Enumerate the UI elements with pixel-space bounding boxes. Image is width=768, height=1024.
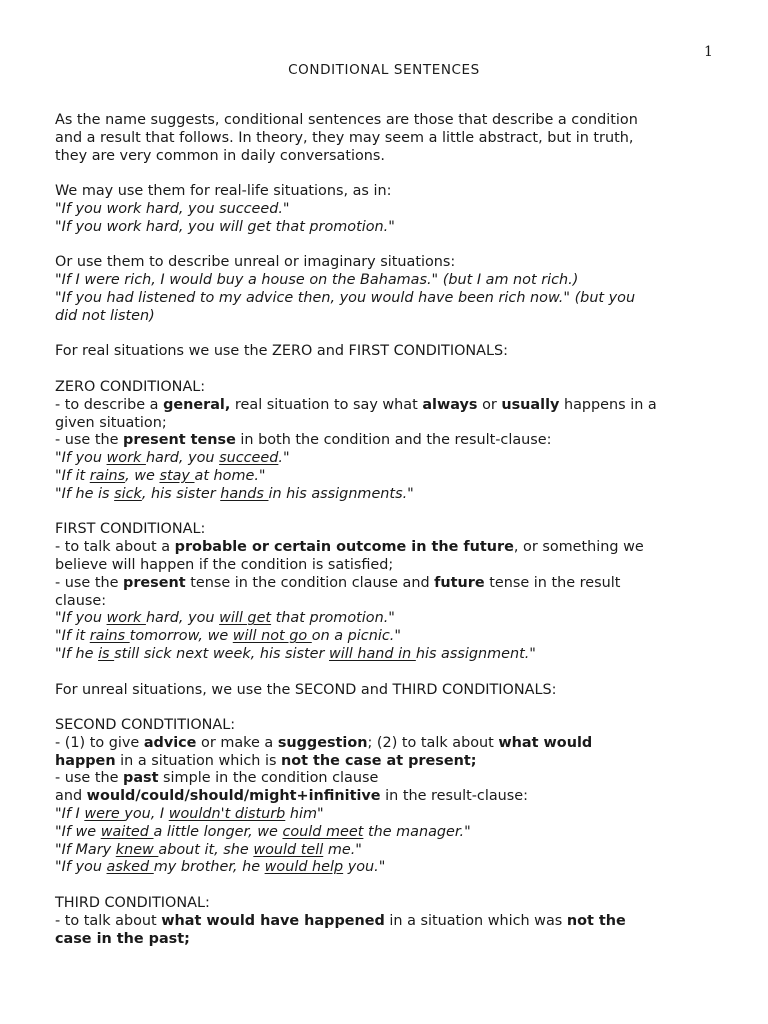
text-line: clause: [55, 592, 107, 609]
text-line: Or use them to describe unreal or imaginary situations: [55, 254, 456, 271]
section-heading: THIRD CONDITIONAL: [55, 895, 210, 912]
example-line: "If I were rich, I would buy a house on the Bahamas." (but I am not rich.) [55, 272, 579, 289]
example-line: "If he is still sick next week, his sister will hand in his assignment." [55, 645, 536, 662]
section-heading: FIRST CONDITIONAL: [55, 521, 206, 538]
example-line: "If it rains, we stay at home." [55, 467, 266, 484]
second-conditional-section [55, 717, 719, 877]
text-line: they are very common in daily conversations. [55, 147, 385, 164]
text-line: and a result that follows. In theory, they may seem a little abstract, but in truth, [55, 129, 634, 146]
text-line: happen in a situation which is not the case at present; [55, 752, 477, 769]
section-heading: ZERO CONDITIONAL: [55, 378, 206, 395]
unreal-situations-paragraph [55, 682, 719, 700]
example-line: "If you work hard, you will get that promotion." [55, 610, 395, 627]
text-line: given situation; [55, 414, 167, 431]
example-line: "If it rains tomorrow, we will not go on a picnic." [55, 628, 401, 645]
text-line: As the name suggests, conditional sentences are those that describe a condition [55, 112, 638, 128]
example-line: did not listen) [55, 307, 155, 324]
real-life-paragraph [55, 183, 719, 236]
first-conditional-section [55, 521, 719, 663]
text-line: and would/could/should/might+infinitive in the result-clause: [55, 788, 528, 805]
text-line: - (1) to give advice or make a suggestion; (2) to talk about what would [55, 734, 593, 751]
example-line: "If you asked my brother, he would help you." [55, 859, 386, 876]
text-line: - to talk about what would have happened in a situation which was not the [55, 912, 626, 929]
text-line: - use the past simple in the condition clause [55, 770, 379, 787]
example-line: "If Mary knew about it, she would tell me." [55, 841, 362, 858]
text-line: We may use them for real-life situations, as in: [55, 183, 392, 200]
intro-paragraph [55, 112, 719, 165]
example-line: "If he is sick, his sister hands in his assignments." [55, 485, 414, 502]
example-line: "If you had listened to my advice then, you would have been rich now." (but you [55, 289, 636, 306]
text-line: - use the present tense in the condition clause and future tense in the result [55, 574, 621, 591]
example-line: "If you work hard, you succeed." [55, 200, 290, 217]
text-line: For unreal situations, we use the SECOND and THIRD CONDITIONALS: [55, 681, 557, 698]
example-line: "If we waited a little longer, we could meet the manager." [55, 823, 471, 840]
text-line: - to describe a general, real situation to say what always or usually happens in a [55, 396, 657, 413]
third-conditional-section [55, 895, 719, 948]
example-line: "If I were you, I wouldn't disturb him" [55, 806, 324, 823]
real-situations-paragraph [55, 343, 719, 361]
text-line: case in the past; [55, 930, 190, 947]
section-heading: SECOND CONDTITIONAL: [55, 717, 236, 734]
zero-conditional-section [55, 379, 719, 504]
text-line: - to talk about a probable or certain outcome in the future, or something we [55, 539, 644, 556]
text-line: For real situations we use the ZERO and FIRST CONDITIONALS: [55, 343, 509, 360]
page-number: 1 [704, 44, 713, 60]
text-line: - use the present tense in both the condition and the result-clause: [55, 432, 552, 449]
text-line: believe will happen if the condition is satisfied; [55, 556, 394, 573]
example-line: "If you work hard, you succeed." [55, 450, 290, 467]
example-line: "If you work hard, you will get that promotion." [55, 218, 395, 235]
document-title: CONDITIONAL SENTENCES [288, 62, 480, 78]
unreal-paragraph [55, 254, 719, 325]
document-body [55, 112, 719, 948]
